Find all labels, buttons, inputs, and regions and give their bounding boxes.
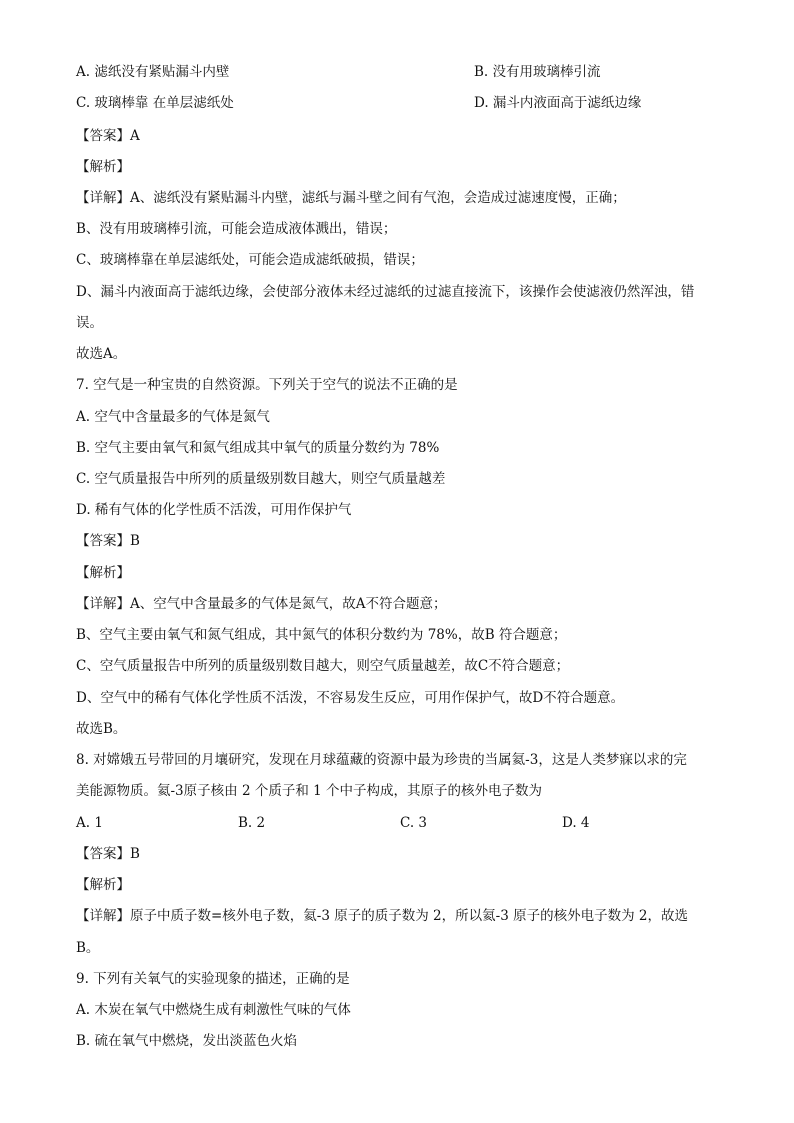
- q9-stem: 9. 下列有关氧气的实验现象的描述，正确的是: [76, 971, 350, 987]
- q6-detail-5: 误。: [76, 315, 103, 331]
- q9-option-a: A. 木炭在氧气中燃烧生成有刺激性气味的气体: [76, 1002, 351, 1018]
- q6-option-c: C. 玻璃棒靠 在单层滤纸处: [76, 95, 234, 111]
- q6-option-d: D. 漏斗内液面高于滤纸边缘: [474, 95, 642, 111]
- q6-options-row-2: [76, 94, 726, 112]
- q8-option-d: D. 4: [562, 815, 590, 831]
- q6-answer: 【答案】A: [76, 128, 140, 144]
- q6-option-b: B. 没有用玻璃棒引流: [474, 64, 601, 80]
- q6-analysis-heading: 【解析】: [76, 159, 130, 175]
- q7-stem: 7. 空气是一种宝贵的自然资源。下列关于空气的说法不正确的是: [76, 377, 458, 393]
- q8-option-c: C. 3: [400, 815, 428, 831]
- q7-detail-3: C、空气质量报告中所列的质量级别数目越大，则空气质量越差，故C不符合题意；: [76, 658, 570, 674]
- q8-stem-line-2: 美能源物质。氦-3原子核由 2 个质子和 1 个中子构成，其原子的核外电子数为: [76, 783, 542, 799]
- q8-detail-2: B。: [76, 940, 100, 956]
- q7-detail-4: D、空气中的稀有气体化学性质不活泼，不容易发生反应，可用作保护气，故D不符合题意。: [76, 690, 625, 706]
- q8-option-b: B. 2: [238, 815, 266, 831]
- q8-stem-line-1: 8. 对嫦娥五号带回的月壤研究，发现在月球蕴藏的资源中最为珍贵的当属氦-3，这是人类梦寐以求的完: [76, 752, 687, 768]
- q7-option-b: B. 空气主要由氧气和氮气组成其中氧气的质量分数约为 78%: [76, 440, 440, 456]
- q7-detail-1: 【详解】A、空气中含量最多的气体是氮气，故A不符合题意；: [76, 596, 447, 612]
- q7-answer: 【答案】B: [76, 533, 140, 549]
- q7-detail-2: B、空气主要由氧气和氮气组成，其中氮气的体积分数约为 78%，故B 符合题意；: [76, 627, 567, 643]
- q6-detail-2: B、没有用玻璃棒引流，可能会造成液体溅出，错误；: [76, 221, 397, 237]
- q7-option-c: C. 空气质量报告中所列的质量级别数目越大，则空气质量越差: [76, 471, 446, 487]
- q6-options-row-1: [76, 63, 726, 81]
- q8-detail-1: 【详解】原子中质子数=核外电子数，氦-3 原子的质子数为 2，所以氦-3 原子的核外电子数为 2，故选: [76, 908, 688, 924]
- q7-conclusion: 故选B。: [76, 721, 127, 737]
- q9-option-b: B. 硫在氧气中燃烧，发出淡蓝色火焰: [76, 1033, 298, 1049]
- q6-detail-4: D、漏斗内液面高于滤纸边缘，会使部分液体未经过滤纸的过滤直接流下，该操作会使滤液仍然浑浊，错: [76, 284, 695, 300]
- q6-option-a: A. 滤纸没有紧贴漏斗内壁: [76, 64, 230, 80]
- q8-answer: 【答案】B: [76, 846, 140, 862]
- q8-option-a: A. 1: [76, 815, 103, 831]
- q6-detail-1: 【详解】A、滤纸没有紧贴漏斗内壁，滤纸与漏斗壁之间有气泡，会造成过滤速度慢，正确；: [76, 190, 626, 206]
- q6-detail-3: C、玻璃棒靠在单层滤纸处，可能会造成滤纸破损，错误；: [76, 252, 424, 268]
- q7-analysis-heading: 【解析】: [76, 565, 130, 581]
- q8-analysis-heading: 【解析】: [76, 877, 130, 893]
- q8-options-row: [76, 814, 726, 832]
- q6-conclusion: 故选A。: [76, 346, 127, 362]
- q7-option-d: D. 稀有气体的化学性质不活泼，可用作保护气: [76, 502, 352, 518]
- q7-option-a: A. 空气中含量最多的气体是氮气: [76, 409, 270, 425]
